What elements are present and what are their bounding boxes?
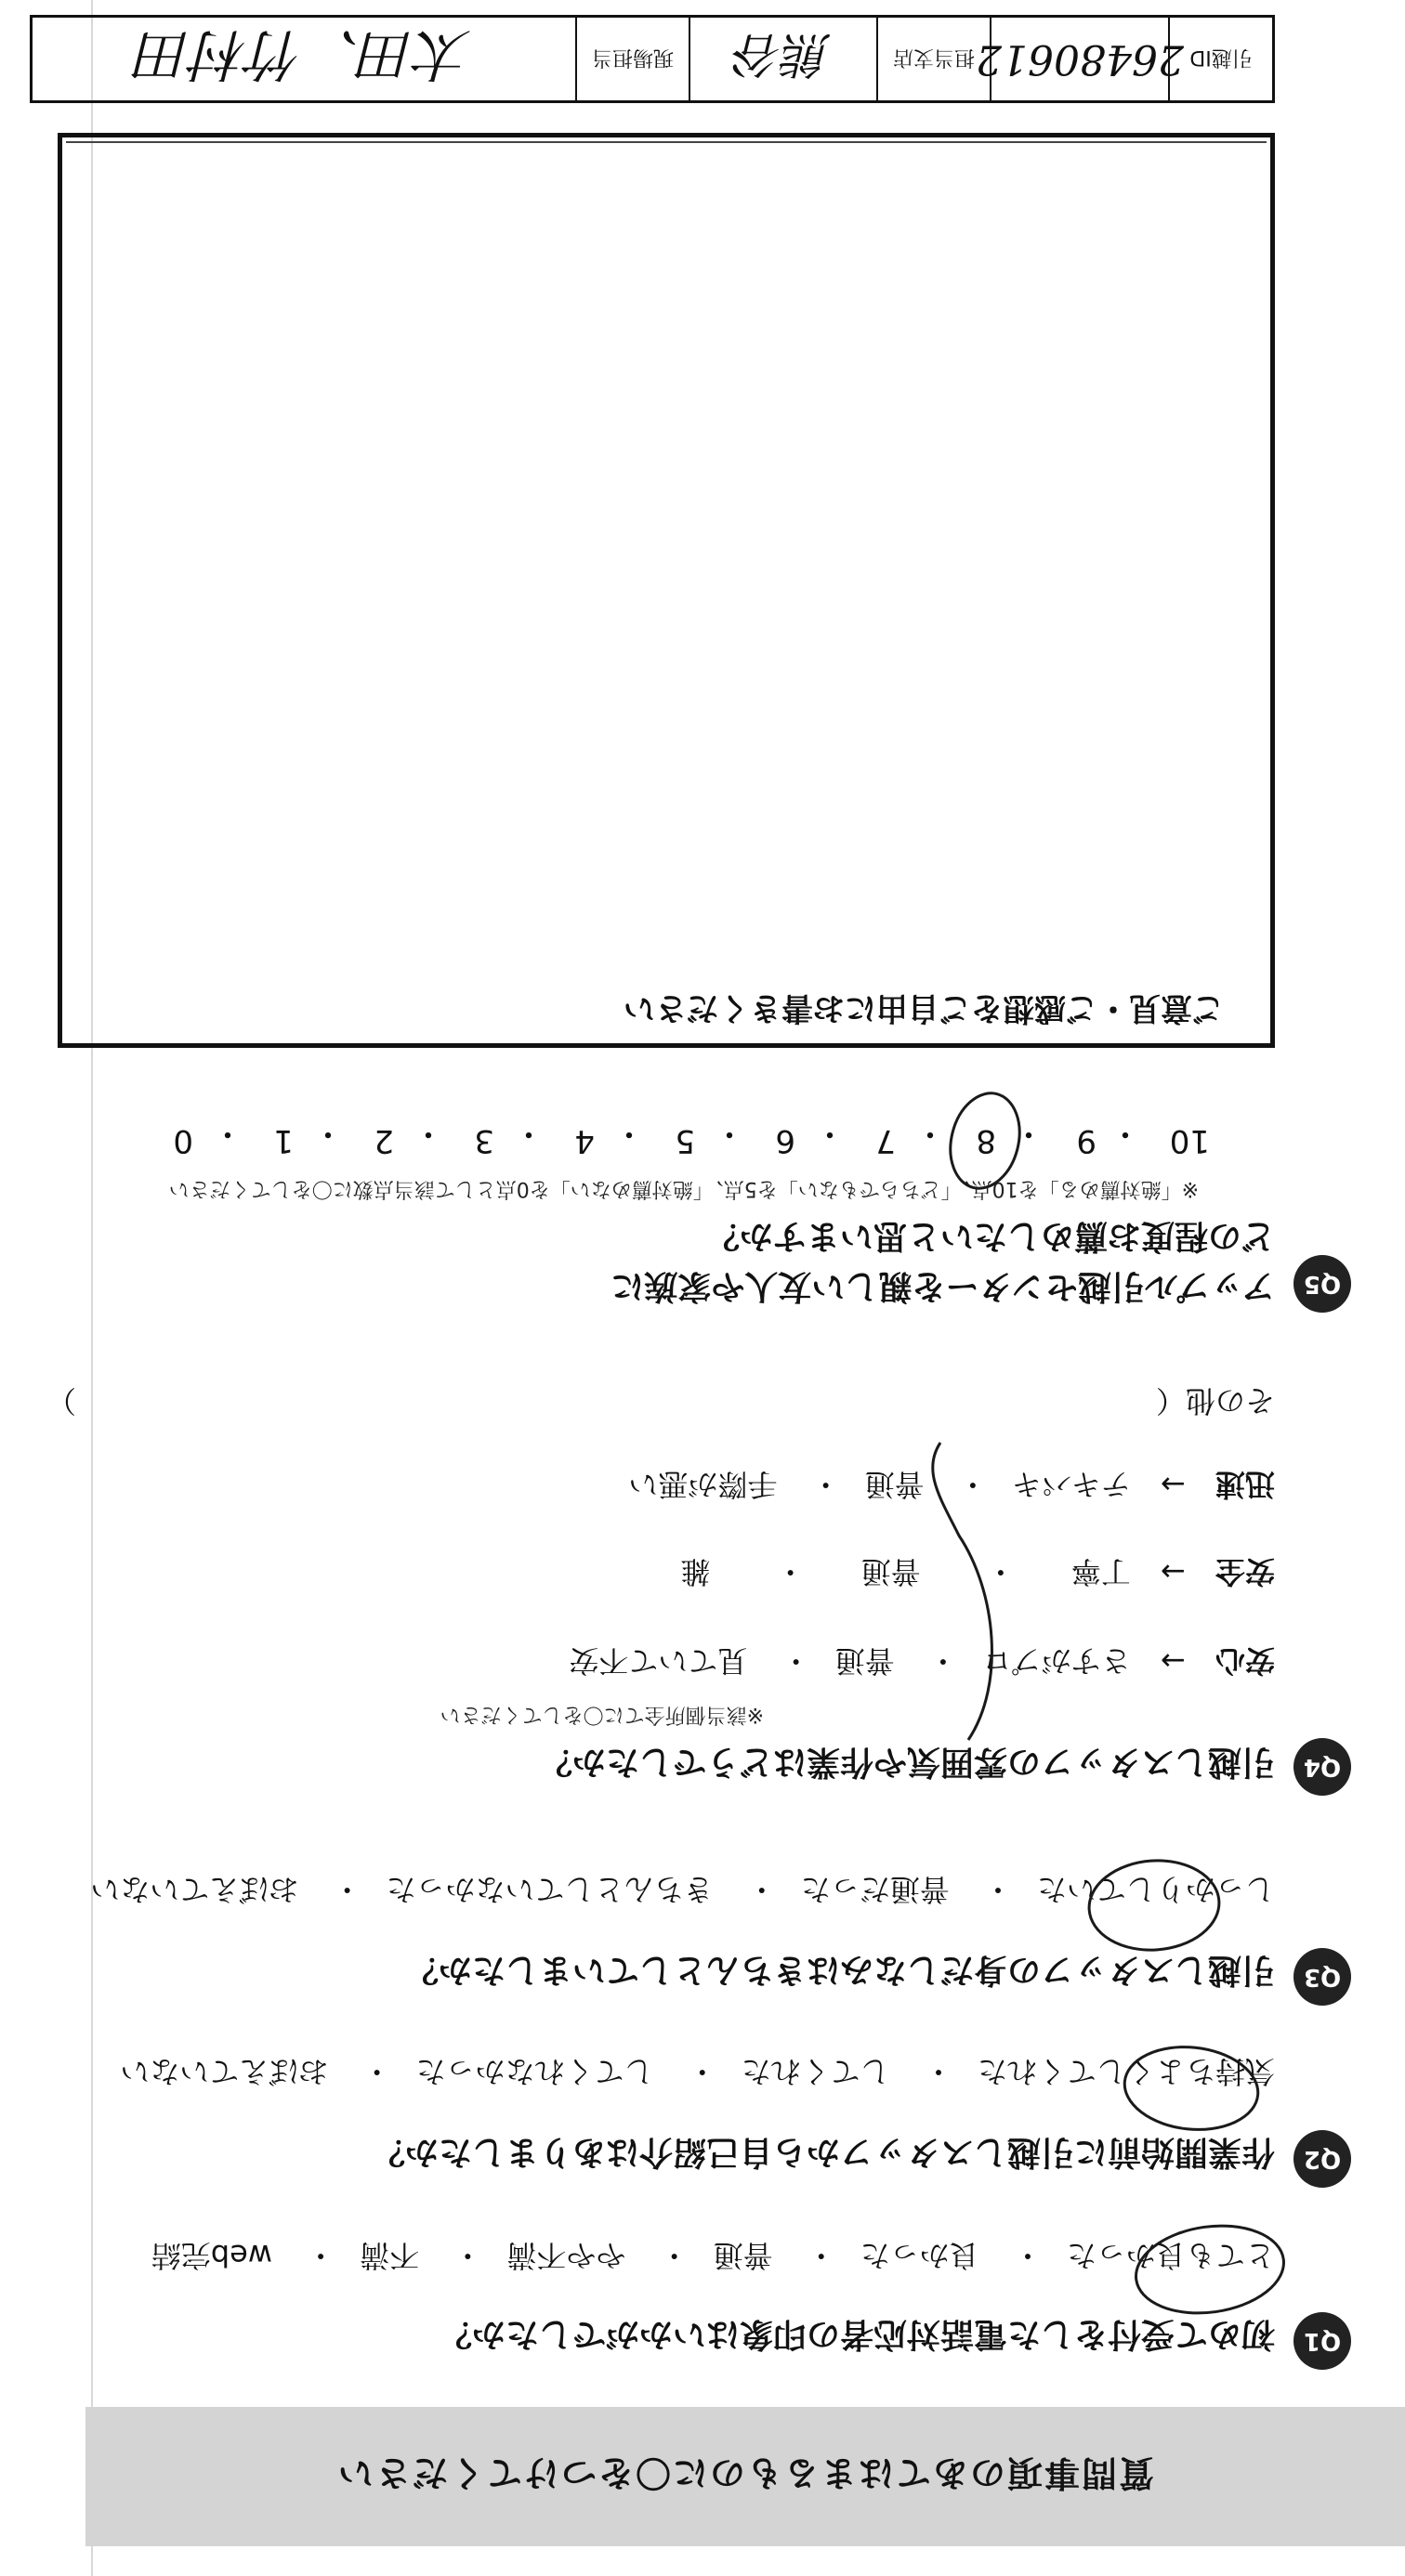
q1-option[interactable]: 不満 xyxy=(360,2238,420,2273)
q3-badge: Q3 xyxy=(1293,1948,1351,2006)
q4-option[interactable]: 手際が悪い xyxy=(628,1467,778,1502)
scale-dot: ・ xyxy=(513,1115,545,1152)
scale-dot: ・ xyxy=(613,1115,645,1152)
q4-row-label: 迅速 xyxy=(1215,1467,1275,1502)
q1-option[interactable]: 普通 xyxy=(713,2238,773,2273)
q4-option[interactable]: 丁寧 xyxy=(1070,1554,1131,1589)
comment-label: ご意見・ご感想をご自由にお書きください xyxy=(624,989,1224,1026)
scale-3[interactable]: 3 xyxy=(474,1122,494,1159)
arrow: → xyxy=(1161,1643,1186,1679)
scale-9[interactable]: 9 xyxy=(1076,1122,1096,1159)
q4-other-close: ） xyxy=(46,1383,76,1419)
q3-text: 引越しスタッフの身だしなみはきちんとしていましたか？ xyxy=(404,1951,1275,1989)
scale-dot: ・ xyxy=(312,1115,344,1152)
move-id-value[interactable]: 26480612 xyxy=(991,18,1170,100)
q4-note: ※該当個所全てに〇をしてください xyxy=(440,1703,764,1726)
q2-badge: Q2 xyxy=(1293,2130,1351,2188)
q3-option[interactable]: きちんとしていなかった xyxy=(386,1872,714,1907)
q4-option[interactable]: 普通 xyxy=(860,1554,921,1589)
q1-option[interactable]: web完結 xyxy=(151,2238,272,2273)
scale-dot: ・ xyxy=(1013,1115,1044,1152)
scale-7[interactable]: 7 xyxy=(875,1122,896,1159)
q4-row-label: 安全 xyxy=(1215,1554,1275,1589)
q4-other xyxy=(1156,1381,1275,1424)
q4-row-anzen: 安全 → 丁寧・ 普通・ 雑 xyxy=(680,1552,1275,1595)
q4-option[interactable]: テキパキ xyxy=(1011,1467,1131,1502)
q4-option[interactable]: 普通 xyxy=(834,1643,895,1679)
q4-option[interactable]: さすがプロ xyxy=(981,1643,1131,1679)
scale-dot: ・ xyxy=(212,1115,243,1152)
q4-row-anshin: 安心 → さすがプロ・ 普通・ 見ていて不安 xyxy=(569,1641,1275,1684)
q4-option[interactable]: 普通 xyxy=(864,1467,925,1502)
q2-text: 作業開始前に引越しスタッフから自己紹介はありましたか？ xyxy=(371,2133,1275,2171)
branch-value[interactable]: 熊谷 xyxy=(690,18,878,100)
q3-option[interactable]: しっかりしていた xyxy=(1036,1872,1275,1907)
q5-text-2: どの程度お薦めしたいと思いますか？ xyxy=(705,1217,1275,1255)
scale-dot: ・ xyxy=(814,1115,846,1152)
instruction-text: 質問事項のあてはまるものに〇をつけてください xyxy=(336,2452,1155,2494)
scale-dot: ・ xyxy=(714,1115,745,1152)
scale-dot: ・ xyxy=(413,1115,444,1152)
q4-other-label: その他（ xyxy=(1155,1383,1275,1419)
scale-8[interactable]: 8 xyxy=(976,1122,996,1159)
branch-label: 担当支店 xyxy=(878,18,991,100)
q4-badge: Q4 xyxy=(1293,1738,1351,1796)
q4-row-label: 安心 xyxy=(1215,1643,1275,1679)
arrow: → xyxy=(1161,1554,1186,1589)
info-table xyxy=(30,15,1275,103)
q1-badge: Q1 xyxy=(1293,2312,1351,2370)
q3-option[interactable]: おぼえていない xyxy=(90,1872,299,1907)
comment-box-rule xyxy=(66,141,1267,143)
q5-badge: Q5 xyxy=(1293,1255,1351,1313)
move-id-label: 引越ID xyxy=(1189,46,1253,69)
q3-option[interactable]: 普通だった xyxy=(800,1872,950,1907)
q2-option[interactable]: してくれなかった xyxy=(415,2054,654,2089)
scale-5[interactable]: 5 xyxy=(675,1122,695,1159)
scale-2[interactable]: 2 xyxy=(374,1122,394,1159)
q1-option[interactable]: やや不満 xyxy=(506,2238,626,2273)
q2-options: 気持ちよくしてくれた・ してくれた・ してくれなかった・ おぼえていない xyxy=(120,2052,1275,2095)
scale-0[interactable]: 0 xyxy=(173,1122,193,1159)
site-leader-value[interactable]: 太田、竹村田 xyxy=(33,18,577,100)
q1-option[interactable]: 良かった xyxy=(860,2238,979,2273)
q5-text: アップル引越センターを親しい友人や家族に xyxy=(611,1267,1275,1305)
q4-option[interactable]: 見ていて不安 xyxy=(569,1643,748,1679)
q5-note: ※「絶対薦める」を10点、「どちらでもない」を5点、「絶対薦めない」を0点として該当点数に〇をしてください xyxy=(168,1177,1199,1200)
scale-4[interactable]: 4 xyxy=(574,1122,595,1159)
q2-option[interactable]: してくれた xyxy=(741,2054,890,2089)
scale-1[interactable]: 1 xyxy=(273,1122,294,1159)
q4-row-jinsoku: 迅速 → テキパキ・ 普通・ 手際が悪い xyxy=(628,1465,1275,1508)
q4-text: 引越しスタッフの雰囲気や作業はどうでしたか？ xyxy=(538,1743,1275,1781)
q1-option[interactable]: とても良かった xyxy=(1066,2238,1275,2273)
q4-option[interactable]: 雑 xyxy=(680,1554,711,1589)
q2-option[interactable]: 気持ちよくしてくれた xyxy=(977,2054,1275,2089)
site-leader-label: 現場担当 xyxy=(577,18,690,100)
scale-10[interactable]: 10 xyxy=(1169,1122,1210,1159)
scale-6[interactable]: 6 xyxy=(775,1122,795,1159)
q1-options: とても良かった・ 良かった・ 普通・ やや不満・ 不満・ web完結 xyxy=(151,2236,1275,2279)
comment-box[interactable] xyxy=(58,133,1275,1048)
scale-dot: ・ xyxy=(914,1115,946,1152)
q3-options: しっかりしていた・ 普通だった・ きちんとしていなかった・ おぼえていない xyxy=(90,1870,1275,1913)
arrow: → xyxy=(1161,1467,1186,1502)
q2-option[interactable]: おぼえていない xyxy=(120,2054,329,2089)
q1-text: 初めて受付をした電話対応者の印象はいかがでしたか？ xyxy=(438,2315,1275,2353)
scale-dot: ・ xyxy=(1110,1115,1141,1152)
